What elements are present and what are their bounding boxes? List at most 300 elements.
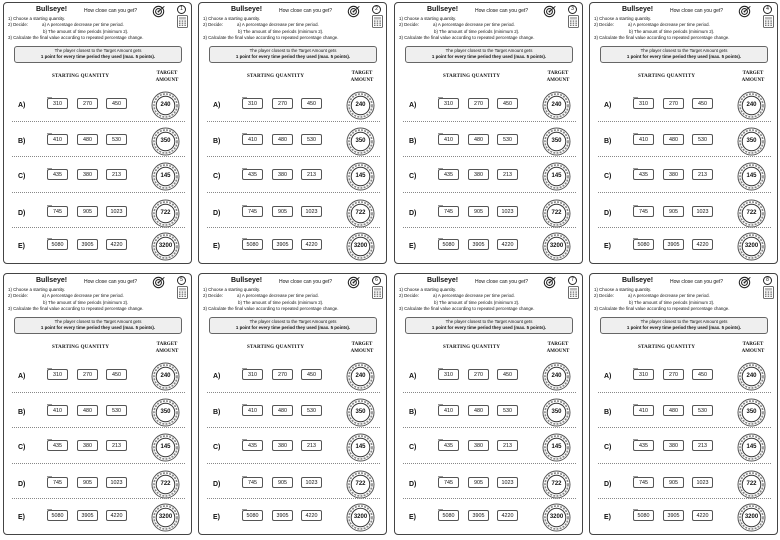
starting-quantity-option[interactable]: 410 — [242, 405, 263, 416]
target-amount-value: 240 — [746, 373, 757, 379]
starting-quantity-option[interactable]: 745 — [242, 477, 263, 488]
card-question: How close can you get? — [84, 279, 138, 285]
starting-quantity-option[interactable]: 4220 — [106, 239, 127, 250]
starting-quantity-option[interactable]: 3905 — [663, 510, 684, 521]
starting-quantity-option[interactable]: 745 — [633, 206, 654, 217]
target-amount-value: 350 — [551, 409, 562, 415]
question-row — [395, 232, 583, 262]
question-row — [199, 199, 387, 229]
target-amount-value: 722 — [160, 481, 171, 487]
starting-quantity-option[interactable]: 1023 — [692, 477, 713, 488]
starting-quantity-option[interactable]: 310 — [242, 98, 263, 109]
target-amount-value: 3200 — [353, 514, 368, 520]
starting-quantity-option[interactable]: 3905 — [468, 239, 489, 250]
starting-quantity-option[interactable]: 213 — [106, 169, 127, 180]
starting-quantity-option[interactable]: 3905 — [468, 510, 489, 521]
target-header-line-1: TARGET — [156, 71, 178, 76]
starting-quantity-option[interactable]: 530 — [106, 134, 127, 145]
starting-quantity-option[interactable]: 380 — [272, 169, 293, 180]
instruction-step-2a: a) A percentage decrease per time period. — [628, 22, 710, 28]
target-bullseye — [346, 433, 375, 462]
starting-quantity-header: STARTING QUANTITY — [443, 345, 501, 350]
starting-quantity-option[interactable]: 4220 — [301, 239, 322, 250]
instruction-step-1: 1) Choose a starting quantity. — [8, 16, 66, 21]
starting-quantity-option[interactable]: 480 — [468, 405, 489, 416]
target-amount-value: 145 — [160, 444, 171, 450]
starting-quantity-option[interactable]: 310 — [438, 98, 459, 109]
question-row — [590, 232, 778, 262]
starting-quantity-option[interactable]: 380 — [663, 440, 684, 451]
starting-quantity-option[interactable]: 530 — [301, 405, 322, 416]
starting-quantity-option[interactable]: 3905 — [77, 510, 98, 521]
target-bullseye — [151, 398, 180, 427]
starting-quantity-option[interactable]: 905 — [77, 477, 98, 488]
starting-quantity-option[interactable]: 5080 — [633, 239, 654, 250]
starting-quantity-option[interactable]: 435 — [47, 169, 68, 180]
row-letter: B) — [18, 409, 26, 416]
worksheet-card — [3, 273, 192, 535]
starting-quantity-option[interactable]: 1023 — [106, 477, 127, 488]
starting-quantity-option[interactable]: 1023 — [106, 206, 127, 217]
target-amount-value: 722 — [551, 210, 562, 216]
card-title: Bullseye! — [622, 6, 654, 13]
target-bullseye — [151, 362, 180, 391]
target-bullseye — [346, 91, 375, 120]
target-header-line-1: TARGET — [547, 71, 569, 76]
question-row — [590, 162, 778, 192]
starting-quantity-option[interactable]: 213 — [301, 169, 322, 180]
target-amount-value: 350 — [746, 138, 757, 144]
instruction-step-2: 2) Decide: — [399, 293, 420, 299]
starting-quantity-option[interactable]: 310 — [633, 98, 654, 109]
starting-quantity-option[interactable]: 410 — [47, 405, 68, 416]
starting-quantity-option[interactable]: 480 — [272, 134, 293, 145]
target-amount-header — [739, 341, 767, 355]
starting-quantity-option[interactable]: 480 — [663, 134, 684, 145]
question-row — [4, 162, 192, 192]
instruction-step-1: 1) Choose a starting quantity. — [203, 287, 261, 292]
scoring-rule-line-2: 1 point for every time period they used (max. 5 points). — [626, 325, 742, 331]
starting-quantity-option[interactable]: 450 — [692, 369, 713, 380]
starting-quantity-option[interactable]: 745 — [47, 206, 68, 217]
card-question: How close can you get? — [279, 279, 333, 285]
row-divider — [207, 227, 380, 228]
scoring-rule-box — [405, 46, 573, 63]
starting-quantity-option[interactable]: 410 — [438, 405, 459, 416]
target-header-line-2: AMOUNT — [155, 349, 179, 354]
instruction-step-2: 2) Decide: — [8, 293, 29, 299]
starting-quantity-option[interactable]: 745 — [47, 477, 68, 488]
row-letter: B) — [604, 138, 612, 145]
starting-quantity-option[interactable]: 480 — [77, 405, 98, 416]
starting-quantity-option[interactable]: 1023 — [301, 206, 322, 217]
starting-quantity-option[interactable]: 435 — [438, 169, 459, 180]
starting-quantity-option[interactable]: 3905 — [663, 239, 684, 250]
starting-quantity-option[interactable]: 480 — [272, 405, 293, 416]
row-letter: B) — [604, 409, 612, 416]
target-amount-value: 722 — [746, 210, 757, 216]
starting-quantity-option[interactable]: 905 — [272, 477, 293, 488]
scoring-rule-box — [14, 46, 182, 63]
question-row — [199, 127, 387, 157]
starting-quantity-option[interactable]: 905 — [468, 477, 489, 488]
starting-quantity-option[interactable]: 450 — [692, 98, 713, 109]
card-question: How close can you get? — [279, 8, 333, 14]
scoring-rule-line-2: 1 point for every time period they used (max. 5 points). — [431, 54, 547, 60]
starting-quantity-option[interactable]: 435 — [47, 440, 68, 451]
starting-quantity-option[interactable]: 410 — [633, 405, 654, 416]
target-header-line-1: TARGET — [742, 71, 764, 76]
question-row — [590, 433, 778, 463]
starting-quantity-option[interactable]: 5080 — [633, 510, 654, 521]
card-question: How close can you get? — [670, 8, 724, 14]
target-amount-value: 3200 — [353, 243, 368, 249]
target-amount-value: 240 — [551, 373, 562, 379]
question-row — [199, 433, 387, 463]
worksheet-card — [394, 273, 583, 535]
card-title: Bullseye! — [36, 6, 68, 13]
starting-quantity-option[interactable]: 450 — [497, 98, 518, 109]
target-bullseye — [151, 91, 180, 120]
row-letter: E) — [604, 514, 611, 521]
question-row — [590, 91, 778, 121]
card-title: Bullseye! — [427, 6, 459, 13]
starting-quantity-option[interactable]: 450 — [301, 369, 322, 380]
starting-quantity-option[interactable]: 1023 — [497, 206, 518, 217]
row-divider — [403, 498, 576, 499]
instruction-step-2b: b) The amount of time periods (minimum 2). — [629, 299, 715, 305]
calculator-icon — [372, 286, 383, 299]
target-bullseye — [151, 232, 180, 261]
starting-quantity-option[interactable]: 450 — [497, 369, 518, 380]
starting-quantity-option[interactable]: 270 — [663, 369, 684, 380]
starting-quantity-option[interactable]: 410 — [242, 134, 263, 145]
starting-quantity-option[interactable]: 435 — [633, 440, 654, 451]
question-row — [395, 398, 583, 428]
instruction-step-2b: b) The amount of time periods (minimum 2). — [43, 28, 129, 34]
instruction-step-2b: b) The amount of time periods (minimum 2). — [238, 28, 324, 34]
row-divider — [12, 392, 185, 393]
starting-quantity-option[interactable]: 530 — [692, 405, 713, 416]
target-amount-value: 240 — [746, 102, 757, 108]
instruction-step-1: 1) Choose a starting quantity. — [399, 16, 457, 21]
target-amount-value: 350 — [160, 138, 171, 144]
starting-quantity-option[interactable]: 905 — [272, 206, 293, 217]
starting-quantity-option[interactable]: 213 — [497, 440, 518, 451]
starting-quantity-option[interactable]: 310 — [47, 369, 68, 380]
starting-quantity-option[interactable]: 4220 — [692, 510, 713, 521]
starting-quantity-header: STARTING QUANTITY — [247, 74, 305, 79]
starting-quantity-option[interactable]: 270 — [468, 98, 489, 109]
card-question: How close can you get? — [670, 279, 724, 285]
row-divider — [207, 156, 380, 157]
starting-quantity-option[interactable]: 270 — [663, 98, 684, 109]
target-bullseye — [151, 199, 180, 228]
target-amount-value: 240 — [160, 102, 171, 108]
scoring-rule-line-2: 1 point for every time period they used (max. 5 points). — [431, 325, 547, 331]
instruction-step-1: 1) Choose a starting quantity. — [203, 16, 261, 21]
target-amount-header — [153, 341, 181, 355]
instruction-step-2b: b) The amount of time periods (minimum 2). — [629, 28, 715, 34]
starting-quantity-option[interactable]: 5080 — [47, 510, 68, 521]
starting-quantity-option[interactable]: 410 — [633, 134, 654, 145]
starting-quantity-option[interactable]: 213 — [497, 169, 518, 180]
target-bullseye — [151, 470, 180, 499]
row-divider — [403, 227, 576, 228]
row-divider — [598, 498, 771, 499]
question-row — [4, 91, 192, 121]
starting-quantity-option[interactable]: 905 — [77, 206, 98, 217]
scoring-rule-line-1: The player closest to the Target Amount gets — [445, 48, 533, 53]
calculator-icon — [568, 15, 579, 28]
target-amount-header — [544, 341, 572, 355]
question-row — [199, 91, 387, 121]
starting-quantity-option[interactable]: 270 — [77, 369, 98, 380]
target-bullseye — [542, 398, 571, 427]
row-divider — [207, 121, 380, 122]
card-question: How close can you get? — [475, 279, 529, 285]
starting-quantity-option[interactable]: 530 — [692, 134, 713, 145]
starting-quantity-option[interactable]: 380 — [272, 440, 293, 451]
starting-quantity-option[interactable]: 530 — [301, 134, 322, 145]
starting-quantity-option[interactable]: 530 — [497, 405, 518, 416]
worksheet-card — [198, 2, 387, 264]
instruction-step-2a: a) A percentage decrease per time period. — [433, 293, 515, 299]
target-header-line-2: AMOUNT — [155, 78, 179, 83]
instruction-step-3: 3) Calculate the final value according to repeated percentage change. — [399, 306, 535, 312]
target-bullseye — [346, 162, 375, 191]
row-divider — [12, 227, 185, 228]
target-bullseye — [542, 362, 571, 391]
starting-quantity-header: STARTING QUANTITY — [247, 345, 305, 350]
instruction-step-3: 3) Calculate the final value according to repeated percentage change. — [203, 306, 339, 312]
starting-quantity-option[interactable]: 380 — [468, 169, 489, 180]
instruction-step-1: 1) Choose a starting quantity. — [399, 287, 457, 292]
target-amount-value: 350 — [355, 138, 366, 144]
instructions — [8, 287, 176, 313]
card-number: 2 — [372, 5, 381, 14]
starting-quantity-option[interactable]: 480 — [663, 405, 684, 416]
target-amount-header — [348, 70, 376, 84]
row-divider — [598, 192, 771, 193]
card-title: Bullseye! — [231, 6, 263, 13]
question-row — [4, 127, 192, 157]
card-number: 6 — [372, 276, 381, 285]
calculator-icon — [372, 15, 383, 28]
starting-quantity-option[interactable]: 3905 — [272, 510, 293, 521]
starting-quantity-option[interactable]: 410 — [47, 134, 68, 145]
instructions — [399, 287, 567, 313]
starting-quantity-option[interactable]: 905 — [663, 206, 684, 217]
starting-quantity-option[interactable]: 450 — [106, 98, 127, 109]
target-bullseye — [346, 503, 375, 532]
starting-quantity-option[interactable]: 4220 — [106, 510, 127, 521]
starting-quantity-option[interactable]: 5080 — [242, 239, 263, 250]
target-bullseye — [542, 162, 571, 191]
target-bullseye — [542, 232, 571, 261]
starting-quantity-option[interactable]: 270 — [272, 369, 293, 380]
scoring-rule-line-2: 1 point for every time period they used (max. 5 points). — [235, 325, 351, 331]
starting-quantity-option[interactable]: 380 — [77, 440, 98, 451]
question-row — [395, 162, 583, 192]
row-letter: C) — [213, 173, 221, 180]
starting-quantity-option[interactable]: 1023 — [692, 206, 713, 217]
instruction-step-2b: b) The amount of time periods (minimum 2). — [434, 299, 520, 305]
starting-quantity-option[interactable]: 530 — [497, 134, 518, 145]
question-row — [395, 127, 583, 157]
starting-quantity-option[interactable]: 213 — [106, 440, 127, 451]
row-divider — [12, 192, 185, 193]
starting-quantity-option[interactable]: 530 — [106, 405, 127, 416]
question-row — [4, 433, 192, 463]
starting-quantity-option[interactable]: 310 — [633, 369, 654, 380]
worksheet-card — [198, 273, 387, 535]
starting-quantity-option[interactable]: 480 — [468, 134, 489, 145]
starting-quantity-option[interactable]: 435 — [242, 169, 263, 180]
starting-quantity-option[interactable]: 480 — [77, 134, 98, 145]
starting-quantity-option[interactable]: 435 — [242, 440, 263, 451]
card-title: Bullseye! — [36, 277, 68, 284]
card-number: 1 — [177, 5, 186, 14]
target-amount-value: 240 — [551, 102, 562, 108]
starting-quantity-option[interactable]: 270 — [468, 369, 489, 380]
target-header-line-1: TARGET — [742, 342, 764, 347]
target-amount-value: 145 — [551, 173, 562, 179]
row-letter: D) — [213, 210, 221, 217]
starting-quantity-option[interactable]: 213 — [692, 169, 713, 180]
starting-quantity-option[interactable]: 905 — [468, 206, 489, 217]
starting-quantity-option[interactable]: 270 — [77, 98, 98, 109]
target-bullseye — [542, 127, 571, 156]
instruction-step-2a: a) A percentage decrease per time period. — [42, 293, 124, 299]
target-amount-value: 722 — [355, 481, 366, 487]
question-row — [590, 503, 778, 533]
starting-quantity-option[interactable]: 5080 — [242, 510, 263, 521]
starting-quantity-option[interactable]: 310 — [242, 369, 263, 380]
question-row — [395, 199, 583, 229]
starting-quantity-option[interactable]: 745 — [438, 477, 459, 488]
instruction-step-2a: a) A percentage decrease per time period. — [237, 293, 319, 299]
question-row — [590, 362, 778, 392]
target-bullseye — [737, 127, 766, 156]
starting-quantity-option[interactable]: 4220 — [497, 239, 518, 250]
target-amount-value: 722 — [355, 210, 366, 216]
starting-quantity-option[interactable]: 5080 — [47, 239, 68, 250]
target-amount-value: 3200 — [549, 514, 564, 520]
row-letter: B) — [213, 409, 221, 416]
starting-quantity-option[interactable]: 270 — [272, 98, 293, 109]
starting-quantity-option[interactable]: 5080 — [438, 510, 459, 521]
scoring-rule-line-1: The player closest to the Target Amount gets — [249, 319, 337, 324]
target-header-line-2: AMOUNT — [350, 349, 374, 354]
starting-quantity-option[interactable]: 380 — [77, 169, 98, 180]
row-divider — [12, 498, 185, 499]
scoring-rule-box — [600, 46, 768, 63]
target-header-line-1: TARGET — [156, 342, 178, 347]
starting-quantity-option[interactable]: 213 — [692, 440, 713, 451]
row-letter: D) — [18, 210, 26, 217]
scoring-rule-line-1: The player closest to the Target Amount gets — [54, 48, 142, 53]
starting-quantity-option[interactable]: 450 — [301, 98, 322, 109]
starting-quantity-option[interactable]: 213 — [301, 440, 322, 451]
row-letter: B) — [409, 409, 417, 416]
worksheet-card — [3, 2, 192, 264]
starting-quantity-option[interactable]: 905 — [663, 477, 684, 488]
row-letter: A) — [213, 102, 221, 109]
starting-quantity-option[interactable]: 435 — [633, 169, 654, 180]
target-bullseye — [737, 398, 766, 427]
starting-quantity-option[interactable]: 745 — [633, 477, 654, 488]
question-row — [395, 362, 583, 392]
starting-quantity-option[interactable]: 1023 — [301, 477, 322, 488]
scoring-rule-box — [600, 317, 768, 334]
row-letter: E) — [213, 243, 220, 250]
target-amount-header — [739, 70, 767, 84]
question-row — [590, 127, 778, 157]
starting-quantity-option[interactable]: 3905 — [272, 239, 293, 250]
worksheet-card — [589, 2, 778, 264]
starting-quantity-option[interactable]: 745 — [242, 206, 263, 217]
starting-quantity-option[interactable]: 435 — [438, 440, 459, 451]
scoring-rule-line-1: The player closest to the Target Amount gets — [54, 319, 142, 324]
row-letter: D) — [604, 210, 612, 217]
starting-quantity-option[interactable]: 745 — [438, 206, 459, 217]
instruction-step-2a: a) A percentage decrease per time period. — [237, 22, 319, 28]
starting-quantity-option[interactable]: 1023 — [497, 477, 518, 488]
card-number: 4 — [763, 5, 772, 14]
instructions — [203, 16, 371, 42]
instructions — [8, 16, 176, 42]
instruction-step-3: 3) Calculate the final value according to repeated percentage change. — [594, 35, 730, 41]
card-question: How close can you get? — [475, 8, 529, 14]
target-header-line-2: AMOUNT — [350, 78, 374, 83]
target-bullseye — [542, 470, 571, 499]
starting-quantity-option[interactable]: 380 — [468, 440, 489, 451]
question-row — [4, 199, 192, 229]
starting-quantity-option[interactable]: 4220 — [301, 510, 322, 521]
question-row — [395, 91, 583, 121]
instruction-step-2: 2) Decide: — [399, 22, 420, 28]
card-number: 5 — [177, 276, 186, 285]
target-header-line-2: AMOUNT — [741, 349, 765, 354]
starting-quantity-option[interactable]: 4220 — [497, 510, 518, 521]
question-row — [199, 232, 387, 262]
instruction-step-3: 3) Calculate the final value according to repeated percentage change. — [399, 35, 535, 41]
target-amount-value: 722 — [160, 210, 171, 216]
instruction-step-2a: a) A percentage decrease per time period. — [433, 22, 515, 28]
target-bullseye — [151, 162, 180, 191]
row-letter: E) — [18, 243, 25, 250]
row-letter: C) — [213, 444, 221, 451]
starting-quantity-option[interactable]: 450 — [106, 369, 127, 380]
starting-quantity-option[interactable]: 310 — [438, 369, 459, 380]
target-amount-value: 145 — [746, 444, 757, 450]
starting-quantity-option[interactable]: 380 — [663, 169, 684, 180]
card-number: 3 — [568, 5, 577, 14]
instruction-step-2: 2) Decide: — [594, 293, 615, 299]
target-amount-header — [153, 70, 181, 84]
starting-quantity-option[interactable]: 5080 — [438, 239, 459, 250]
starting-quantity-option[interactable]: 3905 — [77, 239, 98, 250]
starting-quantity-option[interactable]: 4220 — [692, 239, 713, 250]
target-bullseye — [737, 470, 766, 499]
row-letter: E) — [604, 243, 611, 250]
starting-quantity-option[interactable]: 310 — [47, 98, 68, 109]
starting-quantity-option[interactable]: 410 — [438, 134, 459, 145]
target-amount-value: 240 — [160, 373, 171, 379]
row-divider — [207, 392, 380, 393]
instructions — [399, 16, 567, 42]
